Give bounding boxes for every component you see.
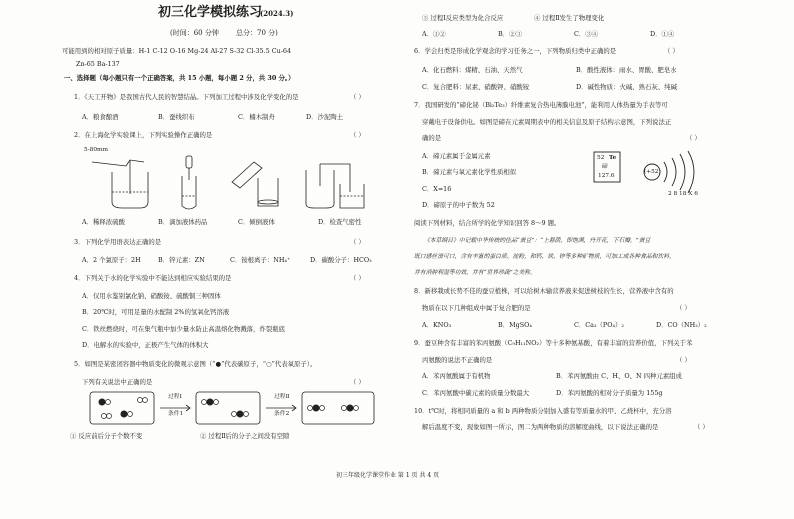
- q5-stem: 5．如图是某密闭容器中物质变化的微观示意图（“●”代表碳原子，“○”代表氧原子）。: [74, 360, 317, 368]
- q5-statement-1: ① 反应前后分子个数不变: [70, 432, 143, 440]
- page-title: 初三化学模拟练习: [158, 5, 263, 20]
- total-score: 总分：70 分): [236, 29, 278, 37]
- q7-answer-bracket: （ ）: [686, 134, 701, 142]
- q9-option-a: A．苯丙氨酸属于有机物: [422, 372, 491, 380]
- q3-option-c: C．铵根离子：NH₄⁺: [230, 256, 291, 264]
- q5-arrow2-condition: 条件2: [274, 411, 290, 417]
- q7-element-symbol: Te: [609, 155, 617, 161]
- q5-option-a: A．①②: [422, 30, 446, 38]
- q4-stem: 4．下列关于水的化学实验中不能达到相应实验结果的是: [74, 274, 232, 282]
- q9-option-b: B．苯丙氨酸由 C、H、O、N 四种元素组成: [556, 372, 682, 380]
- q6-option-b: B．酸性液体：雨水、胃酸、肥皂水: [576, 66, 677, 74]
- exam-date: (2024.3): [260, 9, 294, 18]
- atomic-mass-line1: 可能用到的相对原子质量：H-1 C-12 O-16 Mg-24 Al-27 S-32 Cl-35.5 Cu-64: [62, 47, 292, 55]
- q2-option-b: B．滴加液体药品: [158, 218, 208, 226]
- q2-figures: [82, 152, 382, 214]
- q8-option-b: B．MgSO₄: [498, 321, 532, 329]
- q8-stem-line1: 8．新移栽或长势不佳的蚕豆植株，可以给树木输营养液来促进树枝的生长，营养液中含有的: [414, 287, 674, 295]
- q7-option-c: C．X=16: [422, 185, 452, 193]
- q3-stem: 3．下列化学用语表达正确的是: [74, 238, 162, 246]
- q7-element-name: 碲: [602, 164, 608, 170]
- section-heading: 一、选择题（每小题只有一个正确答案，共 15 小题，每小题 2 分，共 30 分。）: [64, 74, 295, 82]
- q2-answer-bracket: （ ）: [350, 131, 365, 139]
- q4-option-c: C．铁丝燃烧时，可在集气瓶中加少量水防止高温熔化物溅落，炸裂瓶底: [82, 325, 285, 333]
- q4-answer-bracket: （ ）: [350, 274, 365, 282]
- q7-stem-line3: 确的是: [422, 134, 442, 142]
- right-column: [406, 0, 736, 519]
- left-column: [62, 0, 392, 519]
- q2-option-d: D．检查气密性: [318, 218, 362, 226]
- q8-answer-bracket: （ ）: [676, 304, 691, 312]
- q5-statement-3: ③ 过程Ⅰ反应类型为化合反应: [422, 14, 504, 22]
- q2-stem: 2．在上海化学实验课上，下列实验操作正确的是: [74, 131, 213, 139]
- q7-option-a: A．碲元素属于金属元素: [422, 152, 491, 160]
- q4-option-d: D．电解水的实验中，正极产生气体的体积大: [82, 341, 209, 349]
- q2-option-c: C．倾倒液体: [238, 218, 275, 226]
- q9-answer-bracket: （ ）: [676, 356, 691, 364]
- q8-option-c: C．Ca₃（PO₄）₂: [574, 321, 624, 329]
- q7-shell-config: 2 8 18 X 6: [668, 191, 698, 197]
- q3-answer-bracket: （ ）: [350, 238, 365, 246]
- q1-answer-bracket: （ ）: [350, 93, 365, 101]
- reading-intro: 阅读下列材料，结合所学的化学知识回答 8～9 题。: [414, 219, 561, 227]
- q8-stem-line2: 物质在以下几种组成中属于复合肥的是: [422, 304, 531, 312]
- q2-option-a: A．稀释浓硫酸: [82, 218, 125, 226]
- q7-stem-line2: 穿戴电子设备供电。如图是碲在元素周期表中的相关信息及原子结构示意图，下列说法正: [422, 118, 672, 126]
- q7-nucleus-charge: (+52): [644, 169, 661, 175]
- q6-answer-bracket: （ ）: [664, 47, 679, 55]
- q3-option-d: D．碳酸分子：HCO₃: [310, 256, 372, 264]
- q5-statement-4: ④ 过程Ⅱ发生了物理变化: [534, 14, 605, 22]
- q9-option-c: C．苯丙氨酸中碳元素的质量分数最大: [422, 389, 530, 397]
- q5-substem: 下列有关说法中正确的是: [82, 378, 153, 386]
- q9-option-d: D．苯丙氨酸的相对分子质量为 155g: [556, 389, 663, 397]
- reading-para-line3: 并有消肿利湿等功效，并有“世界珍蔬”之美称。: [414, 270, 536, 276]
- q3-option-a: A．2 个氯原子：2H: [82, 256, 141, 264]
- q5-arrow2-label: 过程Ⅱ: [274, 394, 290, 400]
- time-limit: (时间：60 分钟: [170, 29, 219, 37]
- q7-stem-line1: 7．我国研发的“碲化铋（Bi₂Te₃）纤维素复合热电薄膜电池”，能利用人体热量为手表等可: [414, 101, 668, 109]
- q10-answer-bracket: （ ）: [694, 423, 709, 431]
- q1-option-c: C．楠木制舟: [238, 113, 275, 121]
- atomic-mass-line2: Zn-65 Ba-137: [76, 60, 120, 68]
- q5-option-c: C．③④: [574, 30, 599, 38]
- q1-stem: 1．《天工开物》是我国古代人民的智慧结晶。下列加工过程中涉及化学变化的是: [74, 93, 299, 101]
- q5-option-d: D．①④: [650, 30, 675, 38]
- q10-stem-line1: 10．t℃时，将相同质量的 a 和 b 两种物质分别加入盛有等质量水的甲、乙烧杯中，充分溶: [414, 407, 672, 415]
- q6-option-a: A．化石燃料：煤精、石油、天然气: [422, 66, 523, 74]
- q5-answer-bracket: （ ）: [350, 378, 365, 386]
- q1-option-a: A．粮食酿酒: [82, 113, 119, 121]
- q6-option-d: D．碱性物质：火碱、熟石灰、纯碱: [576, 83, 677, 91]
- q1-option-d: D．沙泥陶土: [306, 113, 344, 121]
- q6-option-c: C．复合肥料：尿素、硝酸钾、硝酸铵: [422, 83, 530, 91]
- q8-option-d: D．CO（NH₂）₂: [656, 321, 707, 329]
- q8-option-a: A．KNO₃: [422, 321, 452, 329]
- q5-arrow1-condition: 条件1: [168, 411, 184, 417]
- q10-stem-line2: 解后温度不变，现象如图一所示，图二为两种物质的溶解度曲线，以下说法正确的是: [422, 423, 659, 431]
- q1-option-b: B．蚕线织布: [158, 113, 195, 121]
- q9-stem-line1: 9．蚕豆种含有丰富的苯丙氨酸（C₉H₁₁NO₂）等十多种氨基酸，有着丰富的营养价值，下列关于苯: [414, 339, 693, 347]
- q3-option-b: B．锌元素：ZN: [158, 256, 205, 264]
- q4-option-b: B．20℃时，可用足量的水配制 2%的氢氧化钙溶液: [82, 308, 230, 316]
- q5-statement-2: ② 过程Ⅱ后的分子之间没有空隙: [200, 432, 290, 440]
- q6-stem: 6．学会归类是形成化学观念的学习任务之一，下列物质归类中正确的是: [414, 47, 617, 55]
- page-footer: 初三年级化学课堂作业 第 1 页 共 4 页: [336, 472, 440, 479]
- reading-para-line1: 《本草纲目》中记载中华传统的佳品“蚕豆”：“上悬荫，即饱满，丹开花，下石瓣。”蚕豆: [424, 238, 651, 244]
- q7-option-d: D．碲原子的中子数为 52: [422, 201, 495, 209]
- q9-stem-line2: 丙氨酸的说法不正确的是: [422, 356, 493, 364]
- q7-atomic-mass: 127.6: [598, 173, 615, 179]
- reading-para-line2: 既口感丝滑可口，含有丰富的蛋白质、淀粉，和钙、铁、锌等多种矿物质，可加工成各种食品和饮料，: [414, 254, 675, 260]
- q5-arrow1-label: 过程Ⅰ: [168, 394, 182, 400]
- q7-option-b: B．碲元素与氧元素化学性质相似: [422, 168, 517, 176]
- q7-atomic-number: 52: [597, 155, 605, 161]
- q5-option-b: B．②③: [498, 30, 522, 38]
- q4-option-a: A．仅用水鉴别氯化钠、硝酸铵、硫酸铜三种固体: [82, 292, 221, 300]
- q2-figure-label: 5-80mm: [84, 147, 109, 153]
- q5-molecule-diagram: [88, 388, 378, 428]
